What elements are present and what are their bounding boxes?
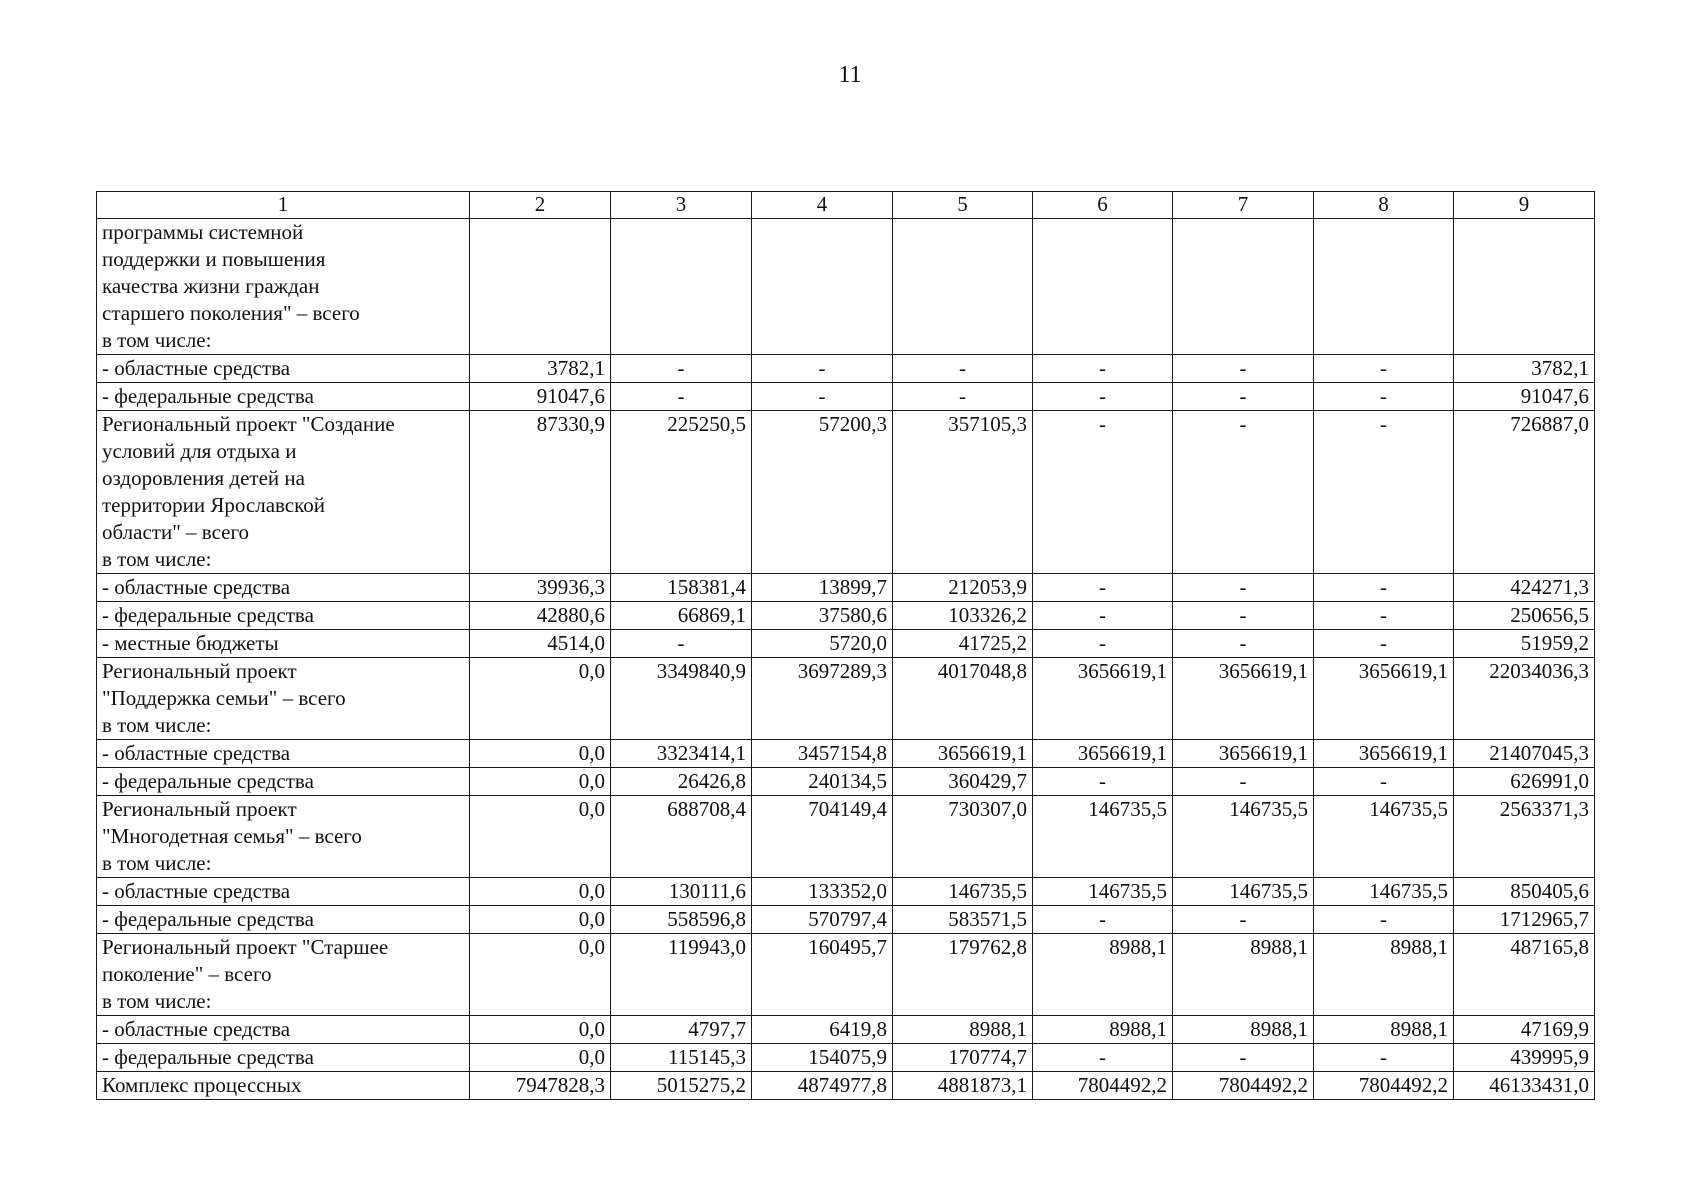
row-label: программы системной поддержки и повышения качества жизни граждан старшего поколения" – всего в том числе:: [97, 219, 470, 355]
value-cell: 7804492,2: [1033, 1072, 1173, 1100]
value-cell: 626991,0: [1454, 768, 1595, 796]
value-cell: 5720,0: [752, 630, 893, 658]
value-cell: -: [1173, 574, 1314, 602]
row-label: Комплекс процессных: [97, 1072, 470, 1100]
column-header: 6: [1033, 192, 1173, 219]
value-cell: 7947828,3: [470, 1072, 611, 1100]
table-row: [97, 658, 1595, 740]
value-cell: 91047,6: [1454, 383, 1595, 411]
row-label: - областные средства: [97, 878, 470, 906]
value-cell: 41725,2: [893, 630, 1033, 658]
value-cell: 103326,2: [893, 602, 1033, 630]
value-cell: -: [893, 355, 1033, 383]
value-cell: [752, 219, 893, 355]
column-header: 9: [1454, 192, 1595, 219]
value-cell: 170774,7: [893, 1044, 1033, 1072]
row-label: - федеральные средства: [97, 1044, 470, 1072]
column-header: 3: [611, 192, 752, 219]
value-cell: 583571,5: [893, 906, 1033, 934]
value-cell: -: [1173, 768, 1314, 796]
value-cell: 4797,7: [611, 1016, 752, 1044]
value-cell: 87330,9: [470, 411, 611, 574]
value-cell: -: [752, 355, 893, 383]
value-cell: 66869,1: [611, 602, 752, 630]
row-label: Региональный проект "Создание условий для отдыха и оздоровления детей на территории Ярославской области" – всего в том числе:: [97, 411, 470, 574]
value-cell: 357105,3: [893, 411, 1033, 574]
value-cell: 7804492,2: [1173, 1072, 1314, 1100]
value-cell: [1314, 219, 1454, 355]
table-row: [97, 1072, 1595, 1100]
column-header: 4: [752, 192, 893, 219]
row-label: - областные средства: [97, 574, 470, 602]
value-cell: 160495,7: [752, 934, 893, 1016]
column-header: 7: [1173, 192, 1314, 219]
value-cell: 0,0: [470, 934, 611, 1016]
value-cell: -: [1314, 411, 1454, 574]
value-cell: 250656,5: [1454, 602, 1595, 630]
column-header: 5: [893, 192, 1033, 219]
value-cell: 6419,8: [752, 1016, 893, 1044]
value-cell: -: [752, 383, 893, 411]
row-label: - областные средства: [97, 740, 470, 768]
value-cell: 730307,0: [893, 796, 1033, 878]
table-header-row: [97, 192, 1595, 219]
value-cell: 4017048,8: [893, 658, 1033, 740]
value-cell: 4514,0: [470, 630, 611, 658]
value-cell: 0,0: [470, 768, 611, 796]
value-cell: 7804492,2: [1314, 1072, 1454, 1100]
table-row: [97, 219, 1595, 355]
value-cell: 487165,8: [1454, 934, 1595, 1016]
value-cell: -: [1314, 768, 1454, 796]
value-cell: 212053,9: [893, 574, 1033, 602]
table-row: [97, 355, 1595, 383]
value-cell: 688708,4: [611, 796, 752, 878]
value-cell: 51959,2: [1454, 630, 1595, 658]
value-cell: 8988,1: [1173, 934, 1314, 1016]
value-cell: 146735,5: [1033, 796, 1173, 878]
value-cell: 4874977,8: [752, 1072, 893, 1100]
value-cell: -: [1314, 906, 1454, 934]
value-cell: 0,0: [470, 796, 611, 878]
value-cell: 726887,0: [1454, 411, 1595, 574]
value-cell: -: [1033, 768, 1173, 796]
table-row: [97, 383, 1595, 411]
value-cell: 13899,7: [752, 574, 893, 602]
value-cell: 3656619,1: [1033, 658, 1173, 740]
value-cell: 57200,3: [752, 411, 893, 574]
value-cell: 3656619,1: [1173, 740, 1314, 768]
value-cell: -: [1314, 602, 1454, 630]
value-cell: 22034036,3: [1454, 658, 1595, 740]
value-cell: -: [1033, 630, 1173, 658]
value-cell: -: [1173, 630, 1314, 658]
table-row: [97, 1044, 1595, 1072]
value-cell: 8988,1: [1173, 1016, 1314, 1044]
value-cell: 42880,6: [470, 602, 611, 630]
value-cell: 360429,7: [893, 768, 1033, 796]
table-row: [97, 411, 1595, 574]
value-cell: 240134,5: [752, 768, 893, 796]
value-cell: 8988,1: [1314, 934, 1454, 1016]
value-cell: -: [1314, 355, 1454, 383]
value-cell: 119943,0: [611, 934, 752, 1016]
row-label: - федеральные средства: [97, 906, 470, 934]
row-label: Региональный проект "Старшее поколение" – всего в том числе:: [97, 934, 470, 1016]
value-cell: 158381,4: [611, 574, 752, 602]
value-cell: 5015275,2: [611, 1072, 752, 1100]
row-label: Региональный проект "Поддержка семьи" – всего в том числе:: [97, 658, 470, 740]
value-cell: -: [1314, 1044, 1454, 1072]
value-cell: 179762,8: [893, 934, 1033, 1016]
value-cell: 3656619,1: [1314, 658, 1454, 740]
value-cell: -: [611, 630, 752, 658]
value-cell: 8988,1: [1314, 1016, 1454, 1044]
value-cell: -: [1314, 383, 1454, 411]
value-cell: 130111,6: [611, 878, 752, 906]
value-cell: [470, 219, 611, 355]
row-label: Региональный проект "Многодетная семья" – всего в том числе:: [97, 796, 470, 878]
value-cell: 3656619,1: [1314, 740, 1454, 768]
value-cell: 2563371,3: [1454, 796, 1595, 878]
row-label: - федеральные средства: [97, 602, 470, 630]
value-cell: 8988,1: [893, 1016, 1033, 1044]
value-cell: 91047,6: [470, 383, 611, 411]
value-cell: 3782,1: [470, 355, 611, 383]
value-cell: 3323414,1: [611, 740, 752, 768]
value-cell: -: [1173, 355, 1314, 383]
value-cell: 4881873,1: [893, 1072, 1033, 1100]
value-cell: 26426,8: [611, 768, 752, 796]
row-label: - областные средства: [97, 355, 470, 383]
value-cell: 146735,5: [1314, 878, 1454, 906]
value-cell: 439995,9: [1454, 1044, 1595, 1072]
value-cell: 146735,5: [1033, 878, 1173, 906]
value-cell: -: [1033, 602, 1173, 630]
table-row: [97, 602, 1595, 630]
value-cell: 570797,4: [752, 906, 893, 934]
value-cell: 0,0: [470, 1016, 611, 1044]
value-cell: 3656619,1: [1033, 740, 1173, 768]
table-row: [97, 906, 1595, 934]
value-cell: -: [1033, 906, 1173, 934]
value-cell: 225250,5: [611, 411, 752, 574]
value-cell: -: [1314, 574, 1454, 602]
value-cell: 47169,9: [1454, 1016, 1595, 1044]
value-cell: -: [1173, 906, 1314, 934]
value-cell: 1712965,7: [1454, 906, 1595, 934]
value-cell: -: [1173, 1044, 1314, 1072]
value-cell: -: [1033, 355, 1173, 383]
value-cell: 154075,9: [752, 1044, 893, 1072]
table-row: [97, 574, 1595, 602]
row-label: - федеральные средства: [97, 768, 470, 796]
value-cell: 850405,6: [1454, 878, 1595, 906]
value-cell: 8988,1: [1033, 1016, 1173, 1044]
row-label: - местные бюджеты: [97, 630, 470, 658]
value-cell: 133352,0: [752, 878, 893, 906]
value-cell: 3697289,3: [752, 658, 893, 740]
value-cell: 558596,8: [611, 906, 752, 934]
value-cell: 115145,3: [611, 1044, 752, 1072]
value-cell: -: [1033, 574, 1173, 602]
value-cell: -: [1314, 630, 1454, 658]
value-cell: 146735,5: [1173, 878, 1314, 906]
value-cell: 146735,5: [1314, 796, 1454, 878]
page-number: 11: [838, 62, 862, 88]
table-row: [97, 740, 1595, 768]
table-row: [97, 1016, 1595, 1044]
value-cell: 0,0: [470, 658, 611, 740]
value-cell: -: [1033, 1044, 1173, 1072]
value-cell: [1033, 219, 1173, 355]
column-header: 1: [97, 192, 470, 219]
value-cell: 3656619,1: [1173, 658, 1314, 740]
table-row: [97, 796, 1595, 878]
value-cell: 0,0: [470, 878, 611, 906]
value-cell: 0,0: [470, 740, 611, 768]
table-row: [97, 768, 1595, 796]
value-cell: 0,0: [470, 906, 611, 934]
value-cell: 0,0: [470, 1044, 611, 1072]
table-row: [97, 630, 1595, 658]
value-cell: 3349840,9: [611, 658, 752, 740]
value-cell: -: [611, 383, 752, 411]
value-cell: 8988,1: [1033, 934, 1173, 1016]
budget-table: [96, 191, 1595, 1100]
value-cell: [1454, 219, 1595, 355]
table-row: [97, 934, 1595, 1016]
value-cell: -: [1033, 411, 1173, 574]
table-row: [97, 878, 1595, 906]
value-cell: -: [611, 355, 752, 383]
value-cell: 21407045,3: [1454, 740, 1595, 768]
value-cell: 3457154,8: [752, 740, 893, 768]
value-cell: 3782,1: [1454, 355, 1595, 383]
value-cell: 424271,3: [1454, 574, 1595, 602]
value-cell: -: [1033, 383, 1173, 411]
value-cell: -: [1173, 383, 1314, 411]
value-cell: -: [893, 383, 1033, 411]
value-cell: -: [1173, 411, 1314, 574]
value-cell: [1173, 219, 1314, 355]
value-cell: 3656619,1: [893, 740, 1033, 768]
value-cell: [893, 219, 1033, 355]
value-cell: -: [1173, 602, 1314, 630]
value-cell: 37580,6: [752, 602, 893, 630]
column-header: 8: [1314, 192, 1454, 219]
value-cell: [611, 219, 752, 355]
value-cell: 704149,4: [752, 796, 893, 878]
value-cell: 39936,3: [470, 574, 611, 602]
value-cell: 46133431,0: [1454, 1072, 1595, 1100]
value-cell: 146735,5: [1173, 796, 1314, 878]
row-label: - областные средства: [97, 1016, 470, 1044]
value-cell: 146735,5: [893, 878, 1033, 906]
row-label: - федеральные средства: [97, 383, 470, 411]
column-header: 2: [470, 192, 611, 219]
